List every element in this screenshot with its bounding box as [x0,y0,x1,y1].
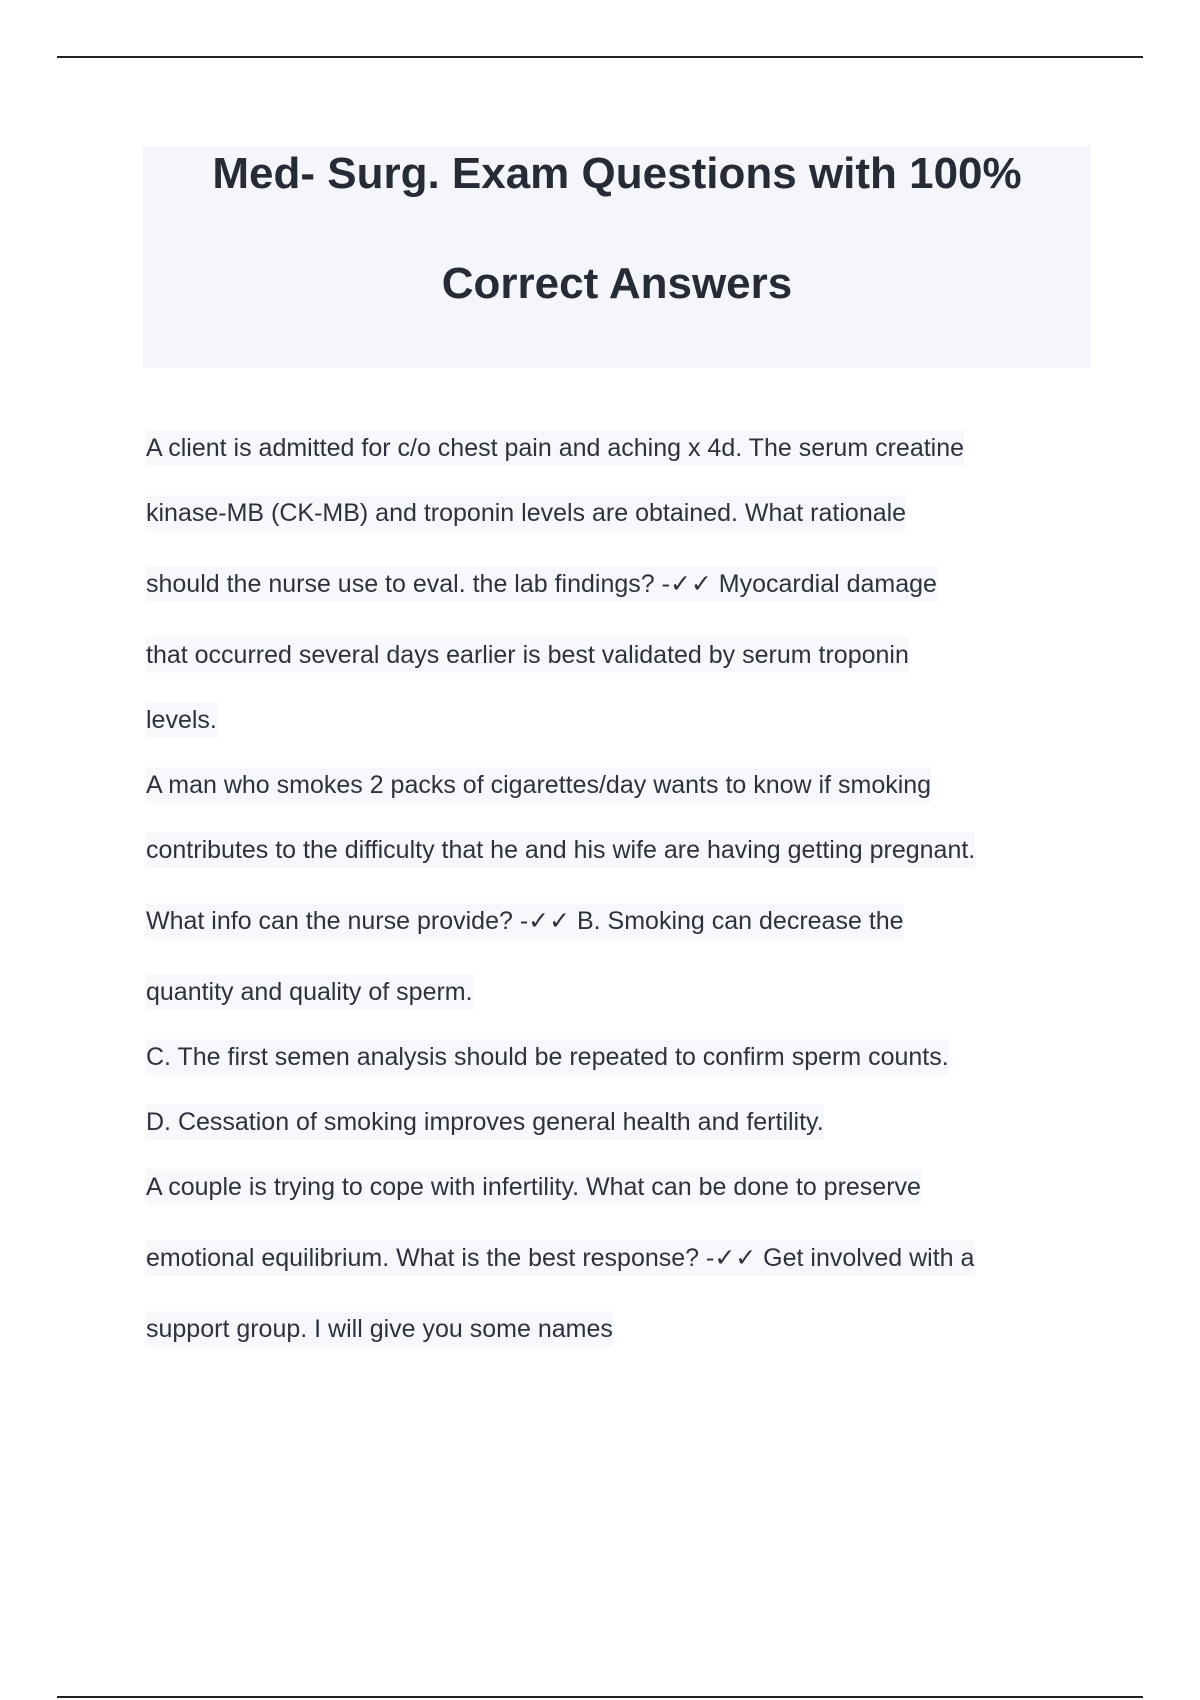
page-title-line-1: Med- Surg. Exam Questions with 100% [212,149,1022,198]
body-line: emotional equilibrium. What is the best response? -✓✓ Get involved with a [146,1240,974,1276]
body-line: What info can the nurse provide? -✓✓ B. Smoking can decrease the [146,903,904,939]
body-line: levels. [146,702,217,738]
body-line: support group. I will give you some names [146,1311,613,1347]
body-line: quantity and quality of sperm. [146,974,473,1010]
body-line: A man who smokes 2 packs of cigarettes/day wants to know if smoking [146,767,931,803]
title-banner [143,146,1091,368]
top-divider [57,56,1143,58]
body-line: that occurred several days earlier is best validated by serum troponin [146,637,909,673]
body-line: should the nurse use to eval. the lab findings? -✓✓ Myocardial damage [146,566,937,602]
body-line: contributes to the difficulty that he and his wife are having getting pregnant. [146,832,975,868]
page-title-line-2: Correct Answers [441,259,793,308]
body-line: D. Cessation of smoking improves general health and fertility. [146,1104,824,1140]
body-line: C. The first semen analysis should be repeated to confirm sperm counts. [146,1039,949,1075]
body-line: A couple is trying to cope with infertility. What can be done to preserve [146,1169,921,1205]
bottom-divider [57,1696,1143,1698]
body-line: kinase-MB (CK-MB) and troponin levels are obtained. What rationale [146,495,906,531]
body-line: A client is admitted for c/o chest pain and aching x 4d. The serum creatine [146,430,964,466]
